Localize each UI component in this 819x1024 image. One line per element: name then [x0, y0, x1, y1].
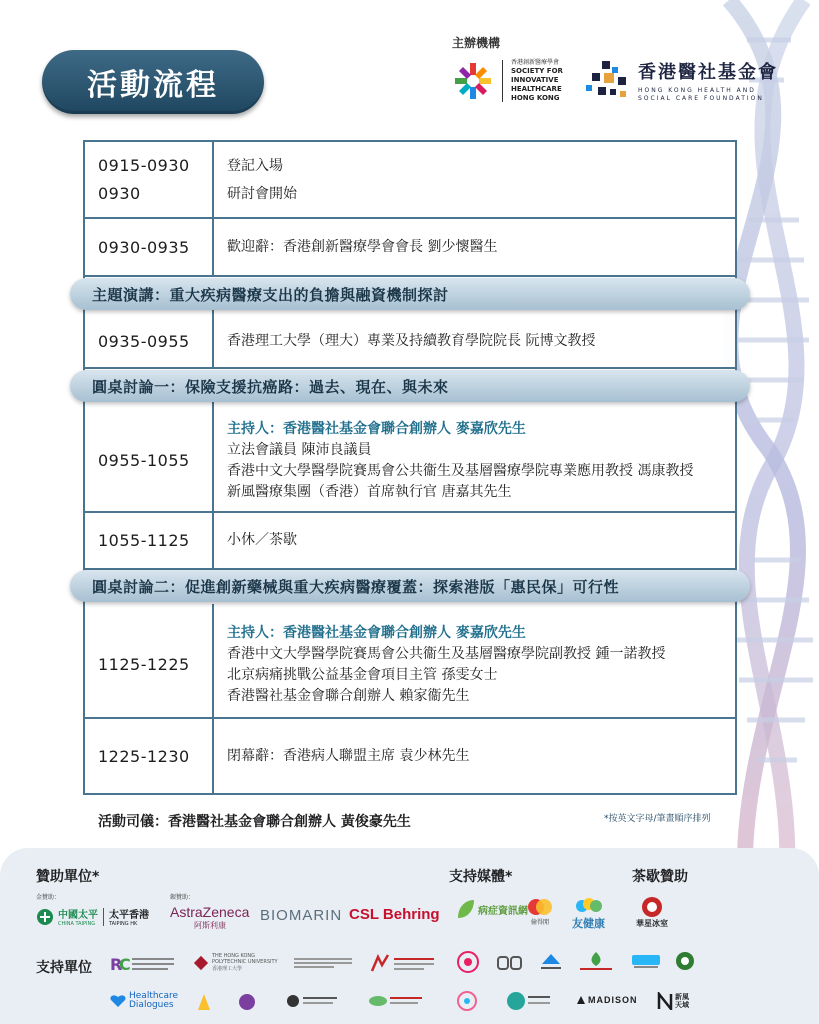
support-org-icon	[538, 952, 564, 974]
media3-name: 友健康	[572, 917, 605, 930]
media2-icon	[527, 897, 553, 917]
table-row	[85, 604, 735, 719]
astrazeneca-name: AstraZeneca	[170, 904, 250, 920]
description-cell	[214, 719, 735, 793]
csl-behring-logo: CSL Behring	[349, 906, 440, 923]
hkhscf-name-en-2: SOCIAL CARE FOUNDATION	[638, 95, 764, 102]
polyu-icon	[193, 955, 209, 971]
gold-sponsor-label: 金贊助：	[36, 894, 61, 901]
polyu-logo	[193, 953, 290, 972]
support-logo-13	[236, 992, 258, 1012]
section-band-roundtable-2: 圓桌討論二：促進創新藥械與重大疾病醫療覆蓋：探索港版「惠民保」可行性	[70, 570, 750, 602]
description-text: 香港醫社基金會聯合創辦人 賴家衞先生	[227, 687, 470, 704]
mc-text: 活動司儀：香港醫社基金會聯合創辦人 黃俊豪先生	[98, 814, 411, 830]
support-logo-10	[675, 951, 695, 971]
support-logo-3	[294, 957, 354, 969]
support-logo-12	[196, 992, 212, 1012]
heart-icon	[110, 994, 126, 1008]
support-org-icon	[578, 950, 614, 974]
description-cell	[214, 310, 735, 367]
support-org-icon	[496, 953, 524, 973]
support-org-icon	[196, 992, 212, 1012]
schedule-table	[83, 140, 737, 795]
description-text: 香港理工大學（理大）專業及持續教育學院院長 阮博文教授	[227, 333, 596, 349]
description-text: 小休／茶歇	[227, 532, 297, 548]
hkhscf-name-en-1: HONG KONG HEALTH AND	[638, 87, 756, 94]
newfocus-logo	[657, 992, 695, 1010]
table-row	[85, 513, 735, 570]
sih-name-en-2: INNOVATIVE	[511, 76, 559, 84]
description-text: 研討會開始	[227, 185, 297, 202]
description-text: 香港中文大學醫學院賽馬會公共衞生及基層醫療學院專業應用教授 馮康教授	[227, 462, 694, 479]
time-text: 0915-0930	[98, 155, 190, 175]
description-text: 閉幕辭：香港病人聯盟主席 袁少林先生	[227, 747, 470, 764]
hkhscf-mark-icon	[584, 59, 632, 103]
table-row	[85, 219, 735, 277]
section-band-keynote: 主題演講：重大疾病醫療支出的負擔與融資機制探討	[70, 278, 750, 310]
media1-name: 病症資訊網	[478, 905, 528, 917]
description-text: 香港中文大學醫學院賽馬會公共衞生及基層醫療學院副教授 鍾一諾教授	[227, 645, 666, 662]
healthcare-dialogues-name-1: Healthcare	[129, 991, 179, 1001]
media3-icon	[574, 897, 604, 915]
china-taiping-en: CHINA TAIPING	[58, 921, 96, 927]
madison-logo	[576, 995, 638, 1005]
page-title: 活動流程	[42, 50, 264, 114]
healthcare-dialogues-logo	[110, 992, 178, 1010]
description-cell	[214, 513, 735, 568]
support-logo-14	[285, 993, 339, 1009]
tea-sponsor-icon	[641, 896, 663, 918]
hkhscf-logo	[584, 58, 778, 103]
support-logo-15	[368, 993, 424, 1009]
support-org-icon	[368, 993, 424, 1009]
support-org-icon	[630, 951, 662, 971]
astrazeneca-zh: 阿斯利康	[194, 921, 226, 930]
tea-sponsor-logo	[636, 896, 668, 929]
healthcare-dialogues-name-2: Dialogues	[129, 1000, 174, 1010]
china-taiping-icon	[36, 908, 54, 926]
media-logo-1	[456, 898, 528, 920]
taiping-hk-zh: 太平香港	[109, 910, 149, 921]
support-org-icon	[236, 992, 258, 1012]
support-logo-8	[578, 950, 614, 974]
hkhscf-name-zh: 香港醫社基金會	[638, 62, 778, 83]
biomarin-logo: BIOMARIN	[260, 907, 343, 924]
support-logo-4	[370, 953, 440, 973]
description-text: 歡迎辭：香港創新醫療學會會長 劉少懷醫生	[227, 238, 498, 255]
time-cell: 0955-1055	[85, 402, 214, 511]
support-org-icon	[294, 957, 354, 969]
support-org-icon	[506, 990, 552, 1012]
support-logo-16	[456, 990, 478, 1012]
host-text: 主持人：香港醫社基金會聯合創辦人 麥嘉欣先生	[227, 624, 526, 641]
time-cell	[85, 142, 214, 217]
tea-heading: 茶歇贊助	[632, 869, 688, 885]
polyu-name: THE HONG KONG POLYTECHNIC UNIVERSITY	[212, 953, 278, 965]
description-text: 新風醫療集團（香港）首席執行官 唐嘉其先生	[227, 483, 512, 500]
section-band-roundtable-1: 圓桌討論一：保險支援抗癌路：過去、現在、與未來	[70, 370, 750, 402]
host-text: 主持人：香港醫社基金會聯合創辦人 麥嘉欣先生	[227, 420, 526, 437]
media-heading: 支持媒體*	[449, 869, 513, 885]
svg-text:C: C	[119, 955, 131, 974]
time-text: 0930	[98, 183, 141, 203]
support-org-icon	[110, 953, 176, 975]
description-cell	[214, 604, 735, 717]
time-cell: 1055-1125	[85, 513, 214, 568]
media-logo-3	[572, 897, 605, 931]
sponsor-heading: 贊助單位*	[36, 869, 100, 885]
newfocus-name: 新風天域	[675, 993, 689, 1009]
support-logo-9	[630, 951, 662, 971]
astrazeneca-logo	[170, 904, 249, 931]
sih-logo	[452, 58, 563, 103]
support-org-icon	[456, 950, 480, 974]
description-text: 立法會議員 陳沛良議員	[227, 441, 372, 458]
support-org-icon	[675, 951, 695, 971]
svg-text:R: R	[110, 955, 123, 974]
time-cell: 0935-0955	[85, 310, 214, 367]
sih-name-zh: 香港創新醫療學會	[511, 59, 560, 66]
time-cell: 1125-1225	[85, 604, 214, 717]
media2-name: 偷得閒	[530, 919, 549, 926]
silver-sponsor-label: 銀贊助：	[170, 894, 195, 901]
sih-name-en-4: HONG KONG	[511, 94, 560, 102]
media-logo-2	[527, 897, 553, 926]
madison-name: MADISON	[588, 995, 638, 1005]
leaf-icon	[456, 898, 476, 920]
table-row	[85, 142, 735, 219]
taiping-hk-en: TAIPING HK	[109, 921, 138, 927]
sih-star-icon	[452, 60, 494, 102]
support-logo-1	[110, 953, 176, 975]
support-org-icon	[285, 993, 339, 1009]
description-cell	[214, 402, 735, 511]
time-cell: 1225-1230	[85, 719, 214, 793]
china-taiping-logo	[36, 906, 149, 927]
support-org-icon	[456, 990, 478, 1012]
sih-name-en-3: HEALTHCARE	[511, 85, 562, 93]
support-logo-17	[506, 990, 552, 1012]
support-logo-7	[538, 952, 564, 974]
table-row	[85, 719, 735, 793]
support-logo-6	[496, 953, 524, 973]
support-logo-5	[456, 950, 480, 974]
table-row	[85, 310, 735, 369]
description-cell	[214, 142, 735, 217]
description-text: 登記入場	[227, 157, 283, 174]
organizer-label: 主辦機構	[452, 36, 501, 50]
description-cell	[214, 219, 735, 275]
description-text: 北京病痛挑戰公益基金會項目主管 孫雯女士	[227, 666, 498, 683]
order-note: *按英文字母/筆畫順序排列	[604, 814, 711, 824]
newfocus-n-icon	[657, 992, 673, 1010]
table-row	[85, 402, 735, 513]
support-org-icon	[370, 953, 440, 973]
support-heading: 支持單位	[36, 960, 92, 976]
polyu-name-zh: 香港理工大學	[212, 966, 243, 972]
sih-name-en-1: SOCIETY FOR	[511, 67, 563, 75]
china-taiping-zh: 中國太平	[58, 910, 98, 921]
madison-triangle-icon	[576, 995, 586, 1005]
time-cell: 0930-0935	[85, 219, 214, 275]
tea-sponsor-name: 華星冰室	[636, 919, 668, 928]
